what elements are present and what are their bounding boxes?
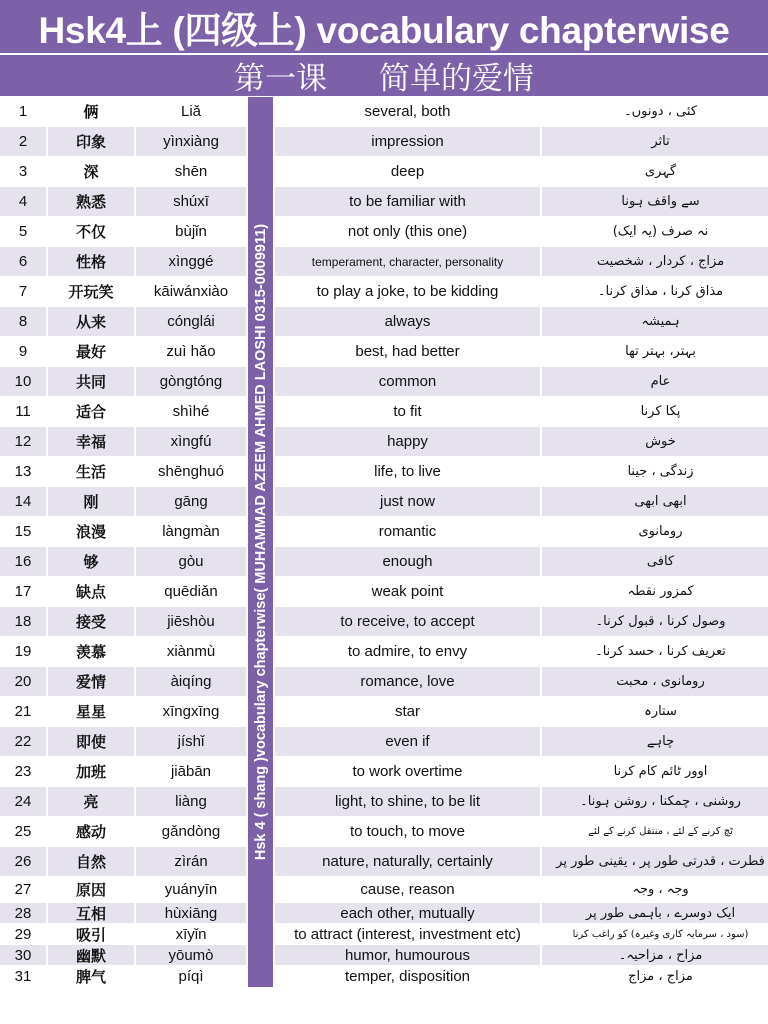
english-meaning: temperament, character, personality	[275, 247, 540, 277]
pinyin: shúxī	[136, 187, 246, 217]
row-number: 27	[0, 877, 46, 903]
chinese-word: 感动	[48, 817, 134, 847]
chinese-word: 星星	[48, 697, 134, 727]
pinyin: yuányīn	[136, 877, 246, 903]
pinyin: shìhé	[136, 397, 246, 427]
urdu-meaning: ستارہ	[542, 697, 768, 727]
english-meaning: happy	[275, 427, 540, 457]
urdu-meaning: ٹچ کرنے کے لئے ، منتقل کرنے کے لئے	[542, 817, 768, 847]
chinese-word: 性格	[48, 247, 134, 277]
row-number: 29	[0, 924, 46, 945]
chinese-word: 原因	[48, 877, 134, 903]
row-number: 12	[0, 427, 46, 457]
english-meaning: just now	[275, 487, 540, 517]
row-number: 18	[0, 607, 46, 637]
pinyin: píqì	[136, 966, 246, 987]
urdu-meaning: خوش	[542, 427, 768, 457]
watermark-bar	[248, 97, 273, 987]
chinese-word: 自然	[48, 847, 134, 877]
row-number: 8	[0, 307, 46, 337]
row-number: 2	[0, 127, 46, 157]
row-number: 3	[0, 157, 46, 187]
chinese-word: 羡慕	[48, 637, 134, 667]
pinyin: xīngxīng	[136, 697, 246, 727]
chinese-word: 浪漫	[48, 517, 134, 547]
pinyin: Liǎ	[136, 97, 246, 127]
chinese-word: 吸引	[48, 924, 134, 945]
pinyin: liàng	[136, 787, 246, 817]
lesson-number: 第一课	[234, 61, 327, 96]
urdu-meaning: گہری	[542, 157, 768, 187]
urdu-meaning: زندگی ، جینا	[542, 457, 768, 487]
english-meaning: not only (this one)	[275, 217, 540, 247]
pinyin: zìrán	[136, 847, 246, 877]
english-meaning: to work overtime	[275, 757, 540, 787]
english-meaning: common	[275, 367, 540, 397]
row-number: 6	[0, 247, 46, 277]
row-number: 21	[0, 697, 46, 727]
row-number: 13	[0, 457, 46, 487]
page-title: Hsk4上 (四级上) vocabulary chapterwise	[0, 0, 768, 53]
pinyin: gǎndòng	[136, 817, 246, 847]
chinese-word: 亮	[48, 787, 134, 817]
english-meaning: romance, love	[275, 667, 540, 697]
chinese-word: 俩	[48, 97, 134, 127]
row-number: 16	[0, 547, 46, 577]
english-meaning: to fit	[275, 397, 540, 427]
row-number: 17	[0, 577, 46, 607]
row-number: 22	[0, 727, 46, 757]
chinese-word: 缺点	[48, 577, 134, 607]
urdu-meaning: اوور ٹائم کام کرنا	[542, 757, 768, 787]
english-meaning: light, to shine, to be lit	[275, 787, 540, 817]
english-meaning: star	[275, 697, 540, 727]
english-meaning: to be familiar with	[275, 187, 540, 217]
row-number: 31	[0, 966, 46, 987]
english-meaning: enough	[275, 547, 540, 577]
row-number: 24	[0, 787, 46, 817]
row-number: 14	[0, 487, 46, 517]
pinyin: zuì hǎo	[136, 337, 246, 367]
english-meaning: deep	[275, 157, 540, 187]
chinese-word: 脾气	[48, 966, 134, 987]
pinyin: xīyǐn	[136, 924, 246, 945]
row-number: 7	[0, 277, 46, 307]
pinyin: bùjǐn	[136, 217, 246, 247]
chinese-word: 开玩笑	[48, 277, 134, 307]
pinyin: shēn	[136, 157, 246, 187]
urdu-meaning: ہمیشہ	[542, 307, 768, 337]
chinese-word: 适合	[48, 397, 134, 427]
pinyin: cónglái	[136, 307, 246, 337]
pinyin: yōumò	[136, 945, 246, 966]
urdu-meaning: تعریف کرنا ، حسد کرنا۔	[542, 637, 768, 667]
pinyin: yìnxiàng	[136, 127, 246, 157]
chinese-word: 最好	[48, 337, 134, 367]
chinese-word: 深	[48, 157, 134, 187]
chinese-word: 生活	[48, 457, 134, 487]
row-number: 15	[0, 517, 46, 547]
pinyin: gòngtóng	[136, 367, 246, 397]
english-meaning: each other, mutually	[275, 903, 540, 924]
pinyin: gāng	[136, 487, 246, 517]
english-meaning: several, both	[275, 97, 540, 127]
row-number: 11	[0, 397, 46, 427]
english-meaning: even if	[275, 727, 540, 757]
english-meaning: to play a joke, to be kidding	[275, 277, 540, 307]
pinyin: quēdiǎn	[136, 577, 246, 607]
pinyin: àiqíng	[136, 667, 246, 697]
english-meaning: life, to live	[275, 457, 540, 487]
english-meaning: best, had better	[275, 337, 540, 367]
chinese-word: 加班	[48, 757, 134, 787]
pinyin: jíshǐ	[136, 727, 246, 757]
row-number: 9	[0, 337, 46, 367]
urdu-meaning: رومانوی	[542, 517, 768, 547]
urdu-meaning: بہتر، بہتر تھا	[542, 337, 768, 367]
urdu-meaning: مزاج ، مزاج	[542, 966, 768, 987]
row-number: 30	[0, 945, 46, 966]
lesson-header	[0, 55, 768, 96]
urdu-meaning: مزاج ، کردار ، شخصیت	[542, 247, 768, 277]
urdu-meaning: روشنی ، چمکنا ، روشن ہونا۔	[542, 787, 768, 817]
pinyin: xìnggé	[136, 247, 246, 277]
chinese-word: 共同	[48, 367, 134, 397]
urdu-meaning: چاہے	[542, 727, 768, 757]
chinese-word: 从来	[48, 307, 134, 337]
row-number: 10	[0, 367, 46, 397]
urdu-meaning: کافی	[542, 547, 768, 577]
row-number: 25	[0, 817, 46, 847]
pinyin: xiànmù	[136, 637, 246, 667]
urdu-meaning: تاثر	[542, 127, 768, 157]
pinyin: gòu	[136, 547, 246, 577]
urdu-meaning: وصول کرنا ، قبول کرنا۔	[542, 607, 768, 637]
urdu-meaning: نہ صرف (یہ ایک)	[542, 217, 768, 247]
english-meaning: to admire, to envy	[275, 637, 540, 667]
pinyin: kāiwánxiào	[136, 277, 246, 307]
chinese-word: 接受	[48, 607, 134, 637]
row-number: 20	[0, 667, 46, 697]
chinese-word: 幽默	[48, 945, 134, 966]
pinyin: jiābān	[136, 757, 246, 787]
english-meaning: nature, naturally, certainly	[275, 847, 540, 877]
watermark-text: Hsk 4 ( shang )vocabulary chapterwise( MUHAMMAD AZEEM AHMED LAOSHI 0315-0009911)	[252, 223, 269, 861]
pinyin: làngmàn	[136, 517, 246, 547]
chinese-word: 印象	[48, 127, 134, 157]
pinyin: xìngfú	[136, 427, 246, 457]
row-number: 1	[0, 97, 46, 127]
row-number: 23	[0, 757, 46, 787]
row-number: 19	[0, 637, 46, 667]
english-meaning: romantic	[275, 517, 540, 547]
chinese-word: 互相	[48, 903, 134, 924]
urdu-meaning: ایک دوسرے ، باہمی طور پر	[542, 903, 768, 924]
pinyin: hùxiāng	[136, 903, 246, 924]
urdu-meaning: ابھی ابھی	[542, 487, 768, 517]
chinese-word: 爱情	[48, 667, 134, 697]
english-meaning: to attract (interest, investment etc)	[275, 924, 540, 945]
chinese-word: 不仅	[48, 217, 134, 247]
lesson-name: 简单的爱情	[379, 61, 534, 96]
urdu-meaning: سے واقف ہونا	[542, 187, 768, 217]
urdu-meaning: وجہ ، وجہ	[542, 877, 768, 903]
urdu-meaning: کمزور نقطہ	[542, 577, 768, 607]
english-meaning: weak point	[275, 577, 540, 607]
english-meaning: cause, reason	[275, 877, 540, 903]
vocabulary-table	[0, 97, 768, 995]
english-meaning: always	[275, 307, 540, 337]
row-number: 4	[0, 187, 46, 217]
urdu-meaning: عام	[542, 367, 768, 397]
urdu-meaning: فطرت ، قدرتی طور پر ، یقینی طور پر	[542, 847, 768, 877]
english-meaning: impression	[275, 127, 540, 157]
row-number: 5	[0, 217, 46, 247]
urdu-meaning: مذاق کرنا ، مذاق کرنا۔	[542, 277, 768, 307]
pinyin: shēnghuó	[136, 457, 246, 487]
english-meaning: humor, humourous	[275, 945, 540, 966]
row-number: 26	[0, 847, 46, 877]
english-meaning: to touch, to move	[275, 817, 540, 847]
urdu-meaning: مزاح ، مزاحیہ۔	[542, 945, 768, 966]
row-number: 28	[0, 903, 46, 924]
chinese-word: 熟悉	[48, 187, 134, 217]
chinese-word: 即使	[48, 727, 134, 757]
urdu-meaning: کئی ، دونوں۔	[542, 97, 768, 127]
urdu-meaning: رومانوی ، محبت	[542, 667, 768, 697]
chinese-word: 够	[48, 547, 134, 577]
urdu-meaning: (سود ، سرمایہ کاری وغیرہ) کو راغب کرنا	[542, 924, 768, 945]
chinese-word: 刚	[48, 487, 134, 517]
urdu-meaning: پکا کرنا	[542, 397, 768, 427]
pinyin: jiēshòu	[136, 607, 246, 637]
english-meaning: to receive, to accept	[275, 607, 540, 637]
chinese-word: 幸福	[48, 427, 134, 457]
english-meaning: temper, disposition	[275, 966, 540, 987]
